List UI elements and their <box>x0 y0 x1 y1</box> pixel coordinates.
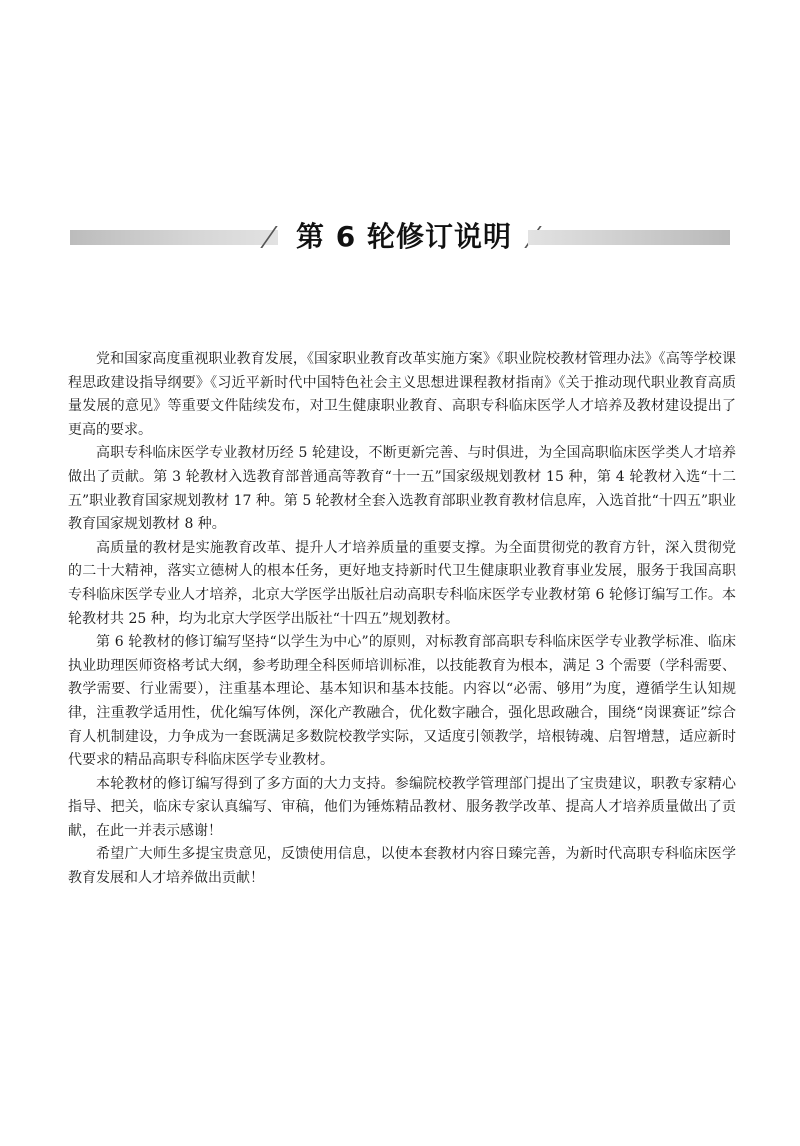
paragraph-3: 高质量的教材是实施教育改革、提升人才培养质量的重要支撑。为全面贯彻党的教育方针，深入贯彻党的二十大精神，落实立德树人的根本任务，更好地支持新时代卫生健康职业教育事业发展，服务于我国高职专科临床医学专业人才培养，北京大学医学出版社启动高职专科临床医学专业教材第 6 轮修订编写工作。本轮教材共 25 种，均为北京大学医学出版社“十四五”规划教材。 <box>68 539 736 627</box>
paragraph-2: 高职专科临床医学专业教材历经 5 轮建设，不断更新完善、与时俱进，为全国高职临床医学类人才培养做出了贡献。第 3 轮教材入选教育部普通高等教育“十一五”国家级规划教材 15 种，第 4 轮教材入选“十二五”职业教育国家规划教材 17 种。第 5 轮教材全套入选教育部职业教育教材信息库，入选首批“十四五”职业教育国家规划教材 8 种。 <box>68 445 736 533</box>
decorative-bar-right <box>528 230 730 245</box>
title-banner <box>70 214 730 260</box>
paragraph-6: 希望广大师生多提宝贵意见，反馈使用信息，以使本套教材内容日臻完善，为新时代高职专科临床医学教育发展和人才培养做出贡献！ <box>68 846 736 887</box>
body-text <box>68 348 736 891</box>
page-title: 第 6 轮修订说明 <box>296 220 512 253</box>
decorative-bar-left <box>70 230 278 245</box>
paragraph-1: 党和国家高度重视职业教育发展，《国家职业教育改革实施方案》《职业院校教材管理办法》《高等学校课程思政建设指导纲要》《习近平新时代中国特色社会主义思想进课程教材指南》《关于推动现代职业教育高质量发展的意见》等重要文件陆续发布，对卫生健康职业教育、高职专科临床医学人才培养及教材建设提出了更高的要求。 <box>68 351 736 438</box>
paragraph-4: 第 6 轮教材的修订编写坚持“以学生为中心”的原则，对标教育部高职专科临床医学专业教学标准、临床执业助理医师资格考试大纲，参考助理全科医师培训标准，以技能教育为根本，满足 3 个需要（学科需要、教学需要、行业需要），注重基本理论、基本知识和基本技能。内容以“必需、够用”为度，遵循学生认知规律，注重教学适用性，优化编写体例，深化产教融合，优化数字融合，强化思政融合，围绕“岗课赛证”综合育人机制建设，力争成为一套既满足多数院校教学实际，又适度引领教学，培根铸魂、启智增慧，适应新时代要求的精品高职专科临床医学专业教材。 <box>68 634 736 769</box>
paragraph-5: 本轮教材的修订编写得到了多方面的大力支持。参编院校教学管理部门提出了宝贵建议，职教专家精心指导、把关，临床专家认真编写、审稿，他们为锤炼精品教材、服务教学改革、提高人才培养质量做出了贡献，在此一并表示感谢！ <box>68 775 736 839</box>
